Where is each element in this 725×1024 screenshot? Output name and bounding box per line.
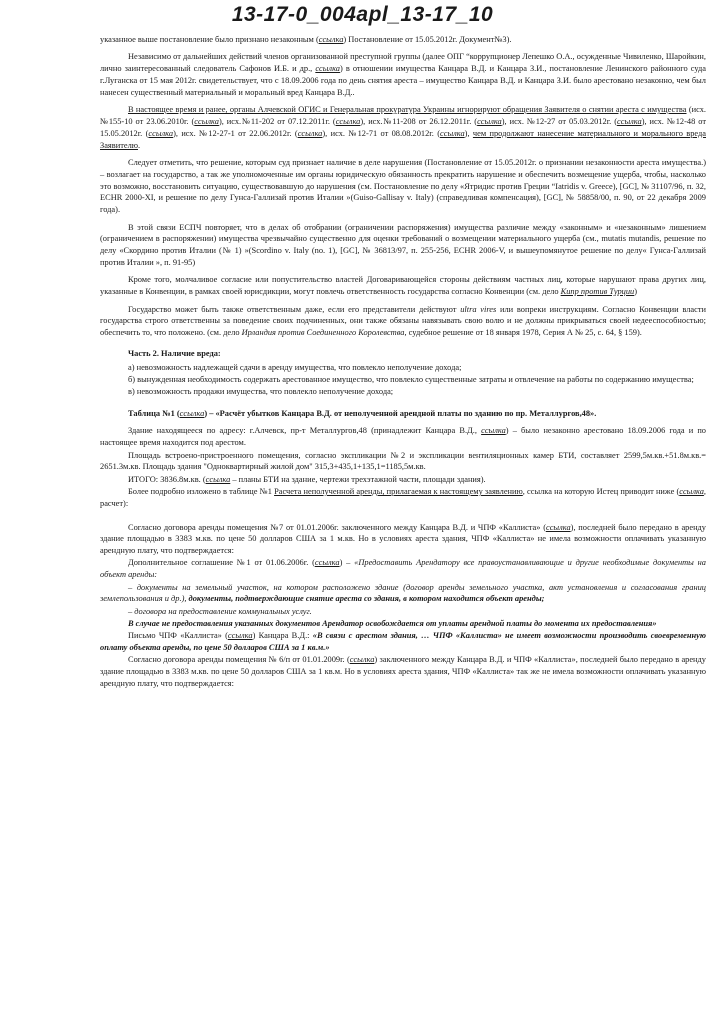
text: Более подробно изложено в таблице №1 [128,486,275,496]
text: ), исх. №12-71 от 08.08.2012г. ( [322,128,441,138]
text: ultra vires [460,304,497,314]
harm-item-b: б) вынужденная необходимость содержать арестованное имущество, что повлекло существенные затраты и отвлечение на работы по содержанию имущества; [128,374,694,384]
paragraph-total-area [100,474,706,486]
paragraph-opg [100,51,706,98]
text: «Предоставить Арендатору все правоустанавливающие и другие необходимые документы на объект аренды: [100,558,706,580]
reference-link[interactable]: ссылка [679,486,704,496]
text: Независимо от дальнейших действий членов организованной преступной группы (далее ОПГ “коррупционер Лепешко О.А., осужденные Чивиленко, Шаройкин, лично заинтересованный следователь Сафонов И.Б. и др., [100,52,706,74]
text: – планы БТИ на здание, чертежи трехэтажной части, площади здания). [230,474,486,484]
text: ), исх.№11-208 от 26.12.2011г. ( [360,116,478,126]
text: ) – было незаконно арестовано 18.09.2006 года и по настоящее время находится под арестом. [100,426,706,448]
text: «В связи с арестом здания, … ЧПФ «Каллиста» не имеет возможности производить своевременную оплату объекта аренды, по цене 50 долларов США за 1 кв.м.» [100,631,706,653]
text: Согласно договора аренды помещения №7 от 01.01.2006г. заключенного между Канцара В.Д. и ЧПФ «Каллиста» ( [128,522,546,532]
text: Расчета неполученной аренды, прилагаемая к настоящему заявлению [274,486,523,496]
paragraph-lease-2006 [100,522,706,557]
text: ) – [339,558,355,568]
reference-link[interactable]: ссылка [315,64,340,74]
paragraph-intro [100,34,706,46]
paragraph-state-responsibility [100,274,706,298]
reference-link[interactable]: ссылка [297,128,323,138]
case-name: Ирландия против Соединенного Королевства [241,328,405,338]
reference-link[interactable]: ссылка [477,116,502,126]
text: ), последней было передано в аренду здание площадью в 3383 м.кв. по цене 50 долларов США за 1 м.кв. Но в условиях ареста здания, ЧПФ «Каллиста» не имела возможности оплачивать указанную арендную плату, что подтверждается: [100,522,706,556]
reference-link[interactable]: ссылка [205,474,231,484]
text: Письмо ЧПФ «Каллиста» ( [128,631,228,641]
paragraph-building-area: Площадь встроено-пристроенного помещения, согласно экспликации №2 и экспликации вентиляционных камер БТИ, составляет 2599,5м.кв.+51.8м.кв.= 2651.3м.кв. Площадь здания "Одноквартирный жилой дом" 315,3+435,1+135,1=1185,5м.кв. [100,450,706,472]
paragraph-land-documents [100,582,706,606]
reference-link[interactable]: ссылка [194,116,219,126]
text: ) Канцара В.Д.: [252,631,313,641]
text: ) – «Расчёт убытков Канцара В.Д. от неполученной арендной платы по зданию по пр. Металлургов,48». [204,409,597,419]
paragraph-kallista-letter [100,630,706,654]
reference-link[interactable]: ссылка [148,128,174,138]
text: документы, подтверждающие снятие ареста со здания, в котором находится объект аренды; [188,594,545,604]
text: ИТОГО: 3836.8м.кв. ( [128,474,206,484]
text: ) заключенного между Канцара В.Д. и ЧПФ «Каллиста», последней было передано в аренду здание площадью в 3383 м.кв. по цене 50 долларов США за 1 кв.м. Но в условиях ареста здания, ЧПФ «Каллиста» так же не имела возможности оплачивать указанную арендную плату, что подтверждается: [100,655,706,688]
reference-link[interactable]: ссылка [314,558,340,568]
text: – документы на земельный участок, на котором расположено здание (договор аренды земельного участка, акт установления и согласования границ землепользования и др.), [100,582,706,604]
case-name: Кипр против Турции [560,287,635,297]
document-id-header: 13-17-0_004apl_13-17_10 [231,3,494,26]
text: , судебное решение от 18 января 1978, Серия А № 25, с. 64, § 159). [404,328,642,338]
paragraph-table-reference [100,486,706,510]
reference-link[interactable]: ссылка [179,409,205,419]
text: ) в отношении имущества Канцара В.Д. и Канцара З.И., постановление Ленинского районного суда г.Луганска от 15 мая 2012г. свидетельствует, что с 18.09.2006 года по день снятия ареста – имущество Канцара В.Д. и Канцара З.И. было арестовано незаконно, чем был нанесен существенный материальный и моральный вред Канцара В.Д.. [100,64,707,97]
text: Дополнительное соглашение №1 от 01.06.2006г. ( [128,558,315,568]
text: Здание находящееся по адресу: г.Алчевск, пр-т Металлургов,48 (принадлежит Канцара В.Д., [128,426,482,436]
text: ), исх. №12-27 от 05.03.2012г. ( [501,116,618,126]
reference-link[interactable]: ссылка [546,522,571,532]
paragraph-echr-case-law: В этой связи ЕСПЧ повторяет, что в делах об отобрании (ограничении распоряжения) имущества различие между «законным» и «незаконным» лишением (ограничением в распоряжении) имущества чрезвычайно существенно для оценки требований о возмещении материального ущерба (см., mutatis mutandis, решение по делу «Скордино против Италии (№ 1) »(Scordino v. Italy (no. 1), [GC], № 36813/97, п. 255-256, ECHR 2006-V, и вышеупомянутое решение по делу« Гунса-Галлизай против Италии », п. 91-95) [100,222,706,267]
reference-link[interactable]: ссылка [349,655,375,665]
text: Государство может быть также ответственным даже, если его представители действуют [128,304,461,314]
reference-link[interactable]: ссылка [318,35,344,44]
paragraph-state-obligation: Следует отметить, что решение, которым суд признает наличие в деле нарушения (Постановление от 15.05.2012г. о признании незаконности ареста имущества.) – возлагает на государство, а так же уполномоченные им органы юридическую обязанность прекратить нарушение и обеспечить возмещение ущерба, чтобы, насколько это возможно, восстановить ситуацию, существовавшую до нарушения (см. Постановление по делу «Ятридис против Греции “Iatridis v. Greece), [GC], № 31107/96, п. 32, ECHR 2000-XI, и решение по делу Гунса-Галлизай против Италии »(Guiso-Gallisay v. Italy) (справедливая компенсация), [GC], № 58858/00, п. 90, от 22 декабря 2009 года). [100,157,706,215]
text: ), исх. №12-48 от 15.05.2012г. ( [100,116,706,138]
text: (исх.№155-10 от 23.06.2010г. ( [100,105,706,126]
text: указанное выше постановление было признано незаконным ( [100,35,319,44]
text: или вопреки инструкциям. Согласно Конвенции власти государства строго ответственны за поведение своих подчиненных, они также обязаны навязывать свою волю и не должны прикрываться своей недееспособностью; обеспечить то, что положено. (см. дело [100,304,706,338]
reference-link[interactable]: ссылка [335,116,361,126]
text: ) [634,287,637,297]
text: , расчет): [100,486,706,508]
text: чем продолжают нанесение материального и морального вреда Заявителю [100,128,706,150]
text: ) Постановление от 15.05.2012г. Документ№3). [343,35,512,44]
text: , ссылка на которую Истец приводит ниже ( [522,486,680,496]
paragraph-ultra-vires [100,304,706,339]
paragraph-appeals [100,104,706,151]
paragraph-lease-2009 [100,654,706,689]
reference-link[interactable]: ссылка [481,426,506,436]
harm-item-a: а) невозможность надлежащей сдачи в аренду имущества, что повлекло неполучение дохода; [128,362,462,372]
reference-link[interactable]: ссылка [227,631,253,641]
text: Кроме того, молчаливое согласие или попустительство властей Договаривающейся стороны действиям частных лиц, которые нарушают права других лиц, указанные в Конвенции, в рамках своей юрисдикции, могут повлечь ответственность государства согласно Конвенции (см. дело [100,275,706,297]
text: Согласно договора аренды помещения № 6/п от 01.01.2009г. ( [128,655,350,665]
section-heading: Часть 2. Наличие вреда: [128,348,221,358]
harm-item-c: в) невозможность продажи имущества, что повлекло неполучение дохода; [128,387,394,397]
reference-link[interactable]: ссылка [617,116,642,126]
paragraph-building-arrest [100,425,706,449]
paragraph-utility-contracts: – договора на предоставление коммунальных услуг. [128,606,312,616]
text: ), исх.№11-202 от 07.12.2011г. ( [218,116,336,126]
document-body [100,34,706,690]
text: . [138,140,141,150]
text: ), исх. №12-27-1 от 22.06.2012г. ( [173,128,298,138]
reference-link[interactable]: ссылка [440,128,465,138]
text: В настоящее время и ранее, органы Алчевской ОГИС и Генеральная прокуратура Украины игнорируют обращения Заявителя о снятии ареста с имущества [128,105,687,115]
text: Таблица №1 ( [128,409,180,419]
text: ), [464,128,473,138]
table-heading [100,408,706,420]
paragraph-supplementary-agreement [100,557,706,581]
paragraph-rent-exemption: В случае не предоставления указанных документов Арендатор освобождается от уплаты арендной платы до момента их предоставления» [128,618,657,628]
